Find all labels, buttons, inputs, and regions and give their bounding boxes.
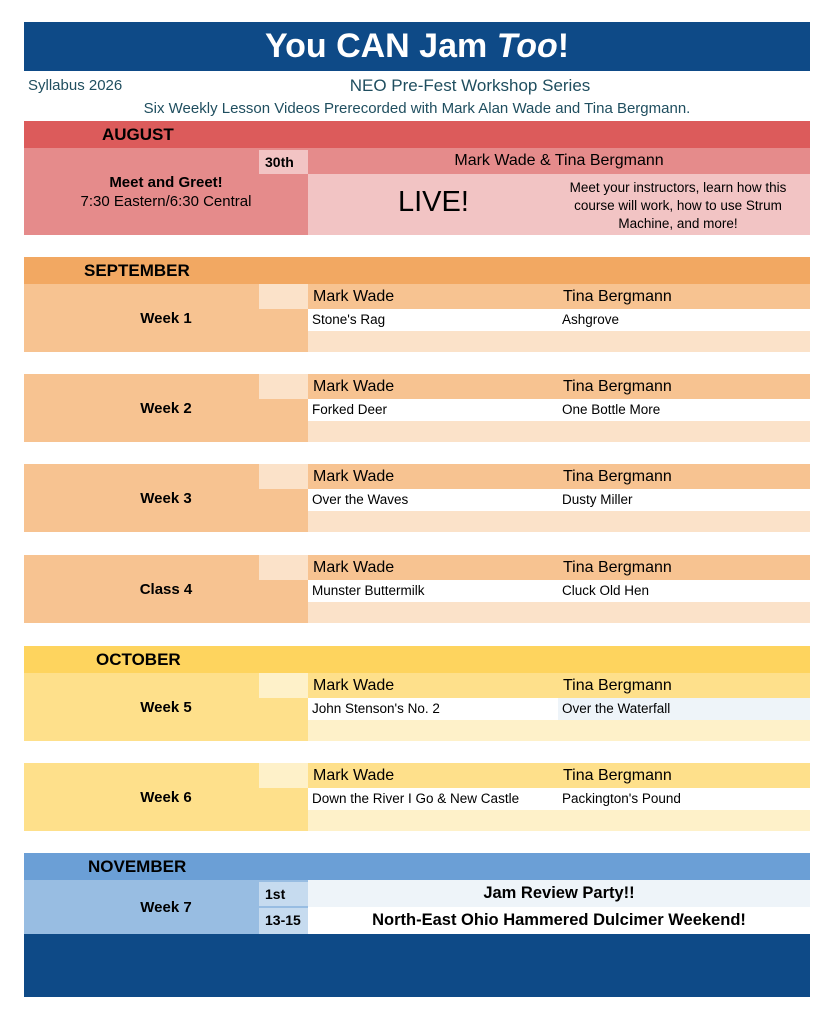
week-footer — [308, 720, 810, 741]
week-footer — [308, 511, 810, 532]
august-instructors: Mark Wade & Tina Bergmann — [308, 148, 810, 174]
august-description — [548, 179, 808, 233]
week-label: Week 1 — [24, 284, 308, 352]
week-block — [24, 673, 810, 741]
teacher-a: Mark Wade — [308, 464, 558, 489]
song-a: Munster Buttermilk — [308, 580, 558, 602]
teacher-a: Mark Wade — [308, 673, 558, 698]
title-end: ! — [557, 27, 570, 65]
subtitle: Six Weekly Lesson Videos Prerecorded with Mark Alan Wade and Tina Bergmann. — [143, 100, 691, 117]
song-b: Cluck Old Hen — [558, 580, 810, 602]
song-b: Dusty Miller — [558, 489, 810, 511]
event-time: 7:30 Eastern/6:30 Central — [80, 192, 252, 210]
month-header-september — [24, 257, 810, 284]
syllabus-label: Syllabus 2026 — [28, 77, 123, 94]
teacher-a: Mark Wade — [308, 763, 558, 788]
week-label: Week 5 — [24, 673, 308, 741]
song-b: Packington's Pound — [558, 788, 810, 810]
teacher-b: Tina Bergmann — [558, 763, 810, 788]
description-line: Meet your instructors, learn how this — [569, 180, 787, 195]
song-b: One Bottle More — [558, 399, 810, 421]
week-spacer — [259, 763, 308, 788]
song-a: Stone's Rag — [308, 309, 558, 331]
month-label: AUGUST — [102, 125, 174, 144]
teacher-a: Mark Wade — [308, 374, 558, 399]
song-a: John Stenson's No. 2 — [308, 698, 558, 720]
week-block — [24, 555, 810, 623]
series-label: NEO Pre-Fest Workshop Series — [349, 76, 591, 95]
teacher-b: Tina Bergmann — [558, 374, 810, 399]
teacher-a: Mark Wade — [308, 284, 558, 309]
week-spacer — [259, 673, 308, 698]
week-label: Week 7 — [24, 880, 308, 934]
teacher-b: Tina Bergmann — [558, 555, 810, 580]
title-main: You CAN Jam — [264, 27, 497, 65]
song-a: Down the River I Go & New Castle — [308, 788, 558, 810]
teacher-b: Tina Bergmann — [558, 464, 810, 489]
title-italic: Too — [496, 27, 558, 65]
week-block — [24, 464, 810, 532]
week-spacer — [259, 284, 308, 309]
august-date: 30th — [259, 150, 308, 174]
month-header-august — [24, 121, 810, 148]
week-label: Week 3 — [24, 464, 308, 532]
song-b: Over the Waterfall — [558, 698, 810, 720]
song-a: Over the Waves — [308, 489, 558, 511]
month-header-november — [24, 853, 810, 880]
november-event-2: North-East Ohio Hammered Dulcimer Weekend! — [308, 907, 810, 934]
week-block — [24, 284, 810, 352]
footer-bar — [24, 934, 810, 997]
november-date-1: 1st — [259, 882, 308, 906]
november-date-2: 13-15 — [259, 908, 308, 934]
song-b: Ashgrove — [558, 309, 810, 331]
week-footer — [308, 421, 810, 442]
week-footer — [308, 331, 810, 352]
month-label: NOVEMBER — [88, 857, 187, 876]
week-footer — [308, 810, 810, 831]
week-label: Week 6 — [24, 763, 308, 831]
description-line: Machine, and more! — [618, 216, 738, 231]
song-a: Forked Deer — [308, 399, 558, 421]
week-label: Class 4 — [24, 555, 308, 623]
event-title: Meet and Greet! — [109, 173, 223, 191]
week-block — [24, 763, 810, 831]
november-event-1: Jam Review Party!! — [308, 880, 810, 907]
live-label: LIVE! — [398, 186, 469, 218]
week-label: Week 2 — [24, 374, 308, 442]
month-label: OCTOBER — [96, 650, 181, 669]
teacher-a: Mark Wade — [308, 555, 558, 580]
description-line: course will work, how to use Strum — [574, 198, 782, 213]
teacher-b: Tina Bergmann — [558, 284, 810, 309]
week-spacer — [259, 374, 308, 399]
page-title — [24, 22, 810, 71]
month-header-october — [24, 646, 810, 673]
august-live-row — [308, 174, 810, 235]
week-spacer — [259, 464, 308, 489]
week-block — [24, 374, 810, 442]
week-footer — [308, 602, 810, 623]
week-spacer — [259, 555, 308, 580]
month-label: SEPTEMBER — [84, 261, 190, 280]
teacher-b: Tina Bergmann — [558, 673, 810, 698]
